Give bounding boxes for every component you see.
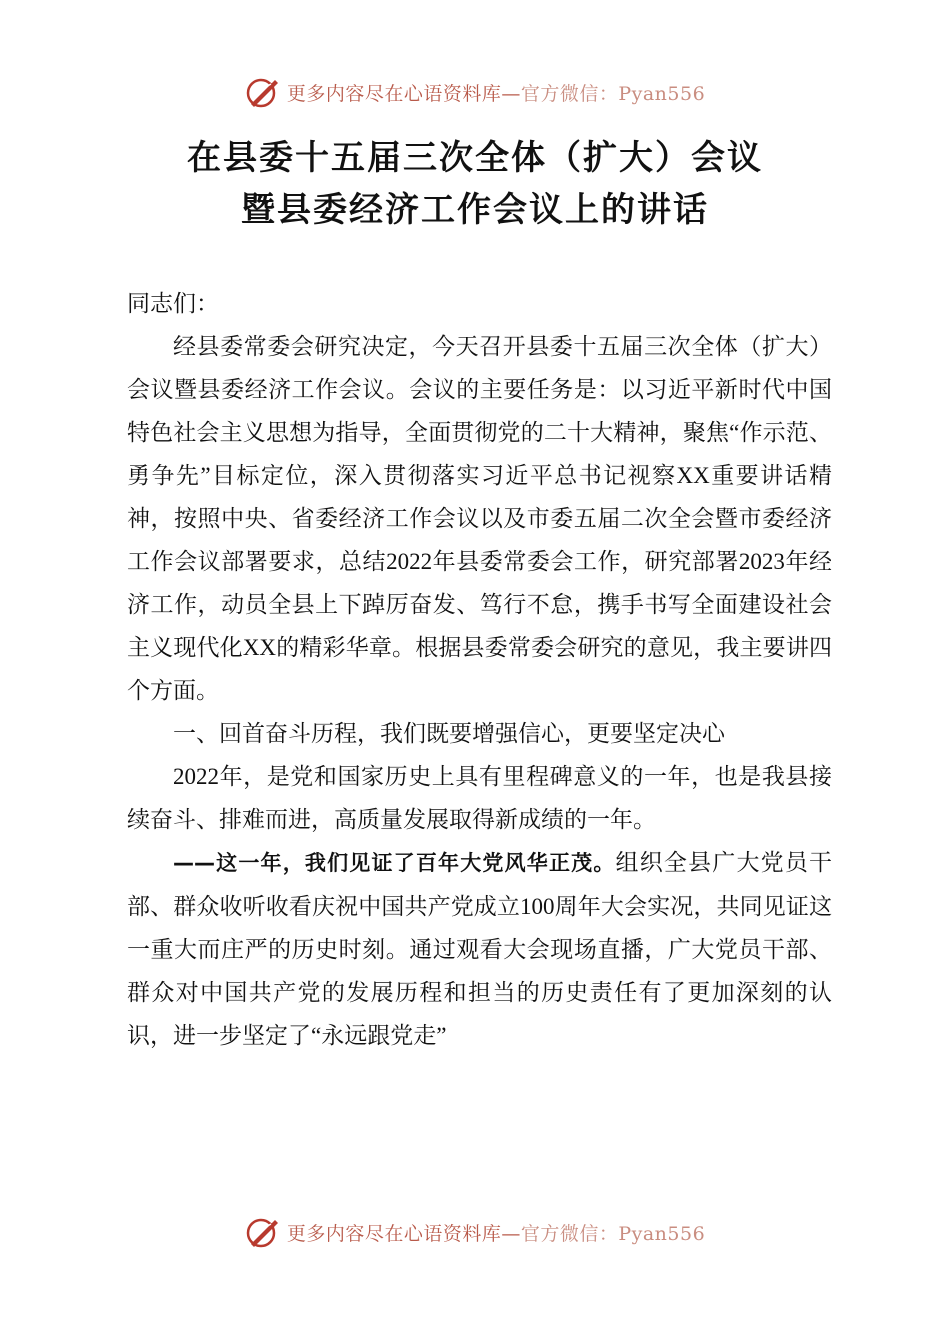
paragraph-2022: 2022年，是党和国家历史上具有里程碑意义的一年，也是我县接续奋斗、排难而进，高质量发展取得新成绩的一年。 bbox=[127, 764, 832, 832]
document-title-line2: 暨县委经济工作会议上的讲话 bbox=[241, 190, 709, 230]
section-heading-1: 一、回首奋斗历程，我们既要增强信心，更要坚定决心 bbox=[173, 721, 725, 746]
watermark-text-wechat: 官方微信：Pyan556 bbox=[520, 1222, 706, 1245]
pen-logo-icon bbox=[245, 74, 281, 110]
paragraph-lead-bold: ——这一年，我们见证了百年大党风华正茂。 bbox=[173, 851, 616, 875]
watermark-footer bbox=[0, 1212, 950, 1252]
paragraph-rest: 组织全县广大党员干部、群众收听收看庆祝中国共产党成立100周年大会实况，共同见证这一重大而庄严的历史时刻。通过观看大会现场直播，广大党员干部、群众对中国共产党的发展历程和担当的历史责任有了更加深刻的认识，进一步坚定了“永远跟党走” bbox=[127, 850, 833, 1048]
pen-logo-icon bbox=[245, 1214, 281, 1250]
watermark-header bbox=[0, 72, 950, 112]
paragraph-party-centenary bbox=[127, 841, 832, 1057]
document-body bbox=[127, 282, 832, 1057]
watermark-text-main: 更多内容尽在心语资料库— bbox=[286, 1222, 521, 1245]
document-title-line1: 在县委十五届三次全体（扩大）会议 bbox=[187, 138, 763, 178]
paragraph-intro: 经县委常委会研究决定，今天召开县委十五届三次全体（扩大）会议暨县委经济工作会议。会议的主要任务是：以习近平新时代中国特色社会主义思想为指导，全面贯彻党的二十大精神，聚焦“作示范、勇争先”目标定位，深入贯彻落实习近平总书记视察XX重要讲话精神，按照中央、省委经济工作会议以及市委五届二次全会暨市委经济工作会议部署要求，总结2022年县委常委会工作，研究部署2023年经济工作，动员全县上下踔厉奋发、笃行不怠，携手书写全面建设社会主义现代化XX的精彩华章。根据县委常委会研究的意见，我主要讲四个方面。 bbox=[127, 334, 832, 703]
watermark-text-main: 更多内容尽在心语资料库— bbox=[286, 82, 521, 105]
watermark-text-wechat: 官方微信：Pyan556 bbox=[520, 82, 706, 105]
salutation: 同志们： bbox=[127, 291, 219, 316]
